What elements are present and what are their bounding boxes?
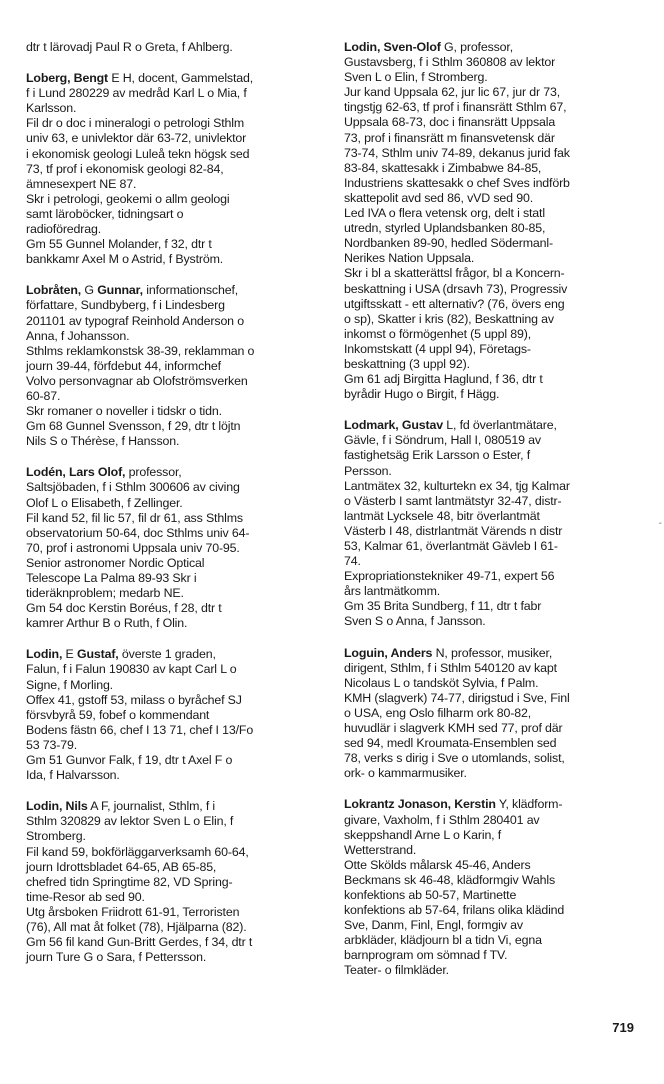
entry-line: professor, xyxy=(125,465,182,480)
entry-line: tingstjg 62-63, tf prof i finansrätt Sthlm 67, xyxy=(344,100,567,115)
entry-line: G, professor, xyxy=(440,40,514,54)
entry-line: Offex 41, gstoff 53, milass o byråchef SJ xyxy=(26,692,242,707)
continuation-text: dtr t lärovadj Paul R o Greta, f Ahlberg. xyxy=(26,40,233,54)
entry-line: journ 39-44, förfdebut 44, informchef xyxy=(26,358,221,373)
entry-line: (76), All mat åt folket (78), Hjälparna (82). xyxy=(26,919,247,934)
entry-line: informationschef, xyxy=(142,283,239,298)
entry-line: Gm 55 Gunnel Molander, f 32, dtr t xyxy=(26,237,212,252)
entry-header xyxy=(344,40,644,55)
entry-line: Senior astronomer Nordic Optical xyxy=(26,555,205,570)
entry-line: Nicolaus L o tandsköt Sylvia, f Palm. xyxy=(344,675,539,690)
entry-header xyxy=(344,646,644,661)
entry-line: Beckmans sk 46-48, klädformgiv Wahls xyxy=(344,872,556,887)
entry-line: Signe, f Morling. xyxy=(26,677,113,692)
entry-line: inkomst o förmögenhet (5 uppl 89), xyxy=(344,326,532,341)
entry-line: Led IVA o flera vetensk org, delt i statl xyxy=(344,206,545,221)
entry-line: observatorium 50-64, doc Sthlms univ 64- xyxy=(26,525,250,540)
entry-line: bankkamr Axel M o Astrid, f Byström. xyxy=(26,252,224,267)
entry-line: års lantmätkomm. xyxy=(344,584,441,599)
margin-mark: - xyxy=(658,518,662,529)
entry-lodin-nils xyxy=(26,799,322,965)
entry-line: konfektions ab 57-64, frilans olika klädind xyxy=(344,903,565,918)
entry-name: Lobråten, xyxy=(26,283,82,298)
right-column xyxy=(344,40,644,995)
entry-line: Västerb I 48, distrlantmät Värends n distr xyxy=(344,523,563,538)
entry-line: ork- o kammarmusiker. xyxy=(344,766,467,781)
entry-line: time-Resor ab sed 90. xyxy=(26,889,145,904)
entry-line: utredn, styrled Uplandsbanken 80-85, xyxy=(344,221,546,236)
entry-header xyxy=(26,71,322,86)
entry-line: 53 73-79. xyxy=(26,737,78,752)
entry-loden xyxy=(26,465,322,631)
entry-line: f i Lund 280229 av medråd Karl L o Mia, f xyxy=(26,86,247,101)
entry-line: 73-74, Sthlm univ 74-89, dekanus jurid fak xyxy=(344,145,570,160)
entry-line: Jur kand Uppsala 62, jur lic 67, jur dr 73, xyxy=(344,85,561,100)
entry-line: 53, Kalmar 61, överlantmät Gävleb I 61- xyxy=(344,539,558,553)
entry-loberg xyxy=(26,71,322,267)
entry-line: Telescope La Palma 89-93 Skr i xyxy=(26,571,197,585)
entry-name: Lokrantz Jonason, Kerstin xyxy=(344,797,496,812)
entry-line: Ida, f Halvarsson. xyxy=(26,768,120,783)
entry-line: dirigent, Sthlm, f i Sthlm 540120 av kapt xyxy=(344,660,557,675)
entry-line: univ 63, e univlektor där 63-72, univlektor xyxy=(26,131,247,146)
entry-line: Falun, f i Falun 190830 av kapt Carl L o xyxy=(26,662,237,677)
entry-line: chefred tidn Springtime 82, VD Spring- xyxy=(26,874,233,889)
entry-line: ämnesexpert NE 87. xyxy=(26,176,137,191)
entry-line: 201101 av typograf Reinhold Anderson o xyxy=(26,313,244,328)
entry-line: Persson. xyxy=(344,463,392,478)
entry-loguin xyxy=(344,646,644,782)
entry-line: 73, tf prof i ekonomisk geologi 82-84, xyxy=(26,161,224,176)
entry-line: 83-84, skattesakk i Zimbabwe 84-85, xyxy=(344,160,542,175)
entry-line: Skr romaner o noveller i tidskr o tidn. xyxy=(26,404,222,419)
entry-header xyxy=(344,797,644,812)
entry-line: Fil kand 52, fil lic 57, fil dr 61, ass Sthlms xyxy=(26,510,243,525)
entry-header xyxy=(26,465,322,480)
entry-line: barnprogram om sömnad f TV. xyxy=(344,948,508,963)
entry-line: Olof L o Elisabeth, f Zellinger. xyxy=(26,495,183,510)
entry-line: författare, Sundbyberg, f i Lindesberg xyxy=(26,298,225,313)
entry-name: Lodin, xyxy=(26,647,63,662)
entry-line: Uppsala 68-73, doc i finansrätt Uppsala xyxy=(344,115,556,130)
entry-line: Teater- o filmkläder. xyxy=(344,963,449,978)
entry-line: försvbyrå 59, fobef o kommendant xyxy=(26,707,210,722)
entry-name: Lodmark, Gustav xyxy=(344,418,443,433)
entry-line: Gm 61 adj Birgitta Haglund, f 36, dtr t xyxy=(344,372,543,387)
page-number: 719 xyxy=(612,1020,634,1035)
entry-line: E H, docent, Gammelstad, xyxy=(108,71,254,86)
entry-line: överste 1 graden, xyxy=(118,647,216,662)
entry-line: Inkomstskatt (4 uppl 94), Företags- xyxy=(344,341,531,356)
entry-line: Wetterstrand. xyxy=(344,842,417,857)
entry-line: byrådir Hugo o Birgit, f Hägg. xyxy=(344,387,500,402)
entry-line: Gm 56 fil kand Gun-Britt Gerdes, f 34, dtr t xyxy=(26,935,253,950)
entry-line: Anna, f Johansson. xyxy=(26,328,130,343)
entry-line: journ Ture G o Sara, f Pettersson. xyxy=(26,950,207,965)
entry-line: Fil dr o doc i mineralogi o petrologi Sthlm xyxy=(26,116,245,131)
entry-line: A F, journalist, Sthlm, f i xyxy=(87,799,216,814)
entry-line: Sve, Danm, Finl, Engl, formgiv av xyxy=(344,918,523,933)
entry-line: beskattning (3 uppl 92). xyxy=(344,356,470,371)
left-column xyxy=(26,40,322,981)
entry-line: Sven L o Elin, f Stromberg. xyxy=(344,70,488,85)
entry-line: Gm 35 Brita Sundberg, f 11, dtr t fabr xyxy=(344,599,542,614)
entry-line: Sthlms reklamkonstsk 38-39, reklamman o xyxy=(26,343,255,358)
entry-line: Saltsjöbaden, f i Sthlm 300606 av civing xyxy=(26,480,240,495)
entry-line: 70, prof i astronomi Uppsala univ 70-95. xyxy=(26,540,240,555)
entry-line: Gm 51 Gunvor Falk, f 19, dtr t Axel F o xyxy=(26,753,233,768)
entry-line: Nerikes Nation Uppsala. xyxy=(344,251,475,266)
entry-line: arbkläder, klädjourn bl a tidn Vi, egna xyxy=(344,933,542,948)
entry-name: Loguin, Anders xyxy=(344,645,433,660)
entry-given-name: Gustaf, xyxy=(76,647,119,662)
entry-line: beskattning i USA (drsavh 73), Progressiv xyxy=(344,281,568,296)
entry-line: Volvo personvagnar ab Olofströmsverken xyxy=(26,373,248,388)
entry-line: Gävle, f i Söndrum, Hall I, 080519 av xyxy=(344,433,541,448)
entry-header xyxy=(26,799,322,814)
entry-line: Stromberg. xyxy=(26,829,86,844)
entry-line: Y, klädform- xyxy=(495,797,563,812)
entry-line: 73, prof i finansrätt m finansvetensk där xyxy=(344,130,555,145)
entry-line: Gustavsberg, f i Sthlm 360808 av lektor xyxy=(344,55,556,70)
entry-name: Lodén, Lars Olof, xyxy=(26,465,126,480)
entry-line: Utg årsboken Friidrott 61-91, Terroristen xyxy=(26,904,240,919)
entry-line: Gm 54 doc Kerstin Boréus, f 28, dtr t xyxy=(26,601,222,616)
entry-name: Lodin, Nils xyxy=(26,799,88,814)
entry-line: o USA, eng Oslo filharm ork 80-82, xyxy=(344,705,532,720)
entry-initial: E xyxy=(62,647,77,662)
entry-line: journ Idrottsbladet 64-65, AB 65-85, xyxy=(26,859,217,874)
entry-line: samt läroböcker, tidningsart o xyxy=(26,206,184,221)
entry-line: Skr i bl a skatterättsl frågor, bl a Koncern- xyxy=(344,266,565,281)
entry-line: o Västerb I samt lantmätstyr 32-47, distr- xyxy=(344,493,562,508)
entry-line: N, professor, musiker, xyxy=(432,645,553,660)
entry-header xyxy=(26,283,322,298)
entry-line: Industriens skattesakk o chef Sves indförb xyxy=(344,175,570,190)
entry-line: 74. xyxy=(344,554,361,569)
entry-line: o sp), Skatter i kris (82), Beskattning av xyxy=(344,311,554,326)
entry-line: radioföredrag. xyxy=(26,222,102,237)
entry-line: Bodens fästn 66, chef I 13 71, chef I 13/Fo xyxy=(26,722,254,737)
entry-line: skeppshandl Arne L o Karin, f xyxy=(344,827,502,842)
entry-line: L, fd överlantmätare, xyxy=(442,418,557,433)
entry-name: Loberg, Bengt xyxy=(26,71,109,86)
entry-lokrantz-jonason xyxy=(344,797,644,978)
entry-line: Nordbanken 89-90, hedled Södermanl- xyxy=(344,236,553,251)
entry-lobraten xyxy=(26,283,322,449)
entry-line: utgiftsskatt - ett alternativ? (76, övers eng xyxy=(344,296,565,311)
entry-header xyxy=(26,647,322,662)
entry-line: Gm 68 Gunnel Svensson, f 29, dtr t löjtn xyxy=(26,419,241,434)
entry-line: skattepolit avd sed 86, vVD sed 90. xyxy=(344,190,533,205)
entry-line: fastighetsäg Erik Larsson o Ester, f xyxy=(344,448,531,463)
entry-line: givare, Vaxholm, f i Sthlm 280401 av xyxy=(344,812,540,827)
entry-line: Sven S o Anna, f Jansson. xyxy=(344,614,486,629)
entry-line: 78, verks s dirig i Sve o utomlands, solist, xyxy=(344,751,565,766)
entry-given-name: Gunnar, xyxy=(97,283,143,298)
entry-line: Karlsson. xyxy=(26,101,77,116)
entry-line: Otte Skölds målarsk 45-46, Anders xyxy=(344,857,531,872)
entry-line: sed 94, medl Kroumata-Ensemblen sed xyxy=(344,736,557,751)
entry-lodin-gustaf xyxy=(26,647,322,783)
entry-line: tideräknproblem; medarb NE. xyxy=(26,586,184,601)
entry-line: 60-87. xyxy=(26,388,61,403)
entry-line: huvudlär i slagverk KMH sed 77, prof där xyxy=(344,721,563,736)
entry-line: Skr i petrologi, geokemi o allm geologi xyxy=(26,191,230,206)
entry-line: Sthlm 320829 av lektor Sven L o Elin, f xyxy=(26,814,234,829)
entry-line: i ekonomisk geologi Luleå tekn högsk sed xyxy=(26,146,250,161)
entry-line: Expropriationstekniker 49-71, expert 56 xyxy=(344,569,555,584)
entry-line: Nils S o Thérèse, f Hansson. xyxy=(26,434,180,449)
entry-name: Lodin, Sven-Olof xyxy=(344,40,441,54)
entry-line: KMH (slagverk) 74-77, dirigstud i Sve, Finl xyxy=(344,690,570,705)
entry-line: lantmät Lycksele 48, bitr överlantmät xyxy=(344,508,540,523)
entry-lodin-sven-olof xyxy=(344,40,644,402)
entry-initial: G xyxy=(81,283,98,298)
entry-line: kamrer Arthur B o Ruth, f Olin. xyxy=(26,616,188,631)
entry-line: Lantmätex 32, kulturtekn ex 34, tjg Kalmar xyxy=(344,478,570,493)
entry-line: konfektions ab 50-57, Martinette xyxy=(344,887,517,902)
entry-lodmark xyxy=(344,418,644,629)
entry-line: Fil kand 59, bokförläggarverksamh 60-64, xyxy=(26,844,249,859)
entry-header xyxy=(344,418,644,433)
